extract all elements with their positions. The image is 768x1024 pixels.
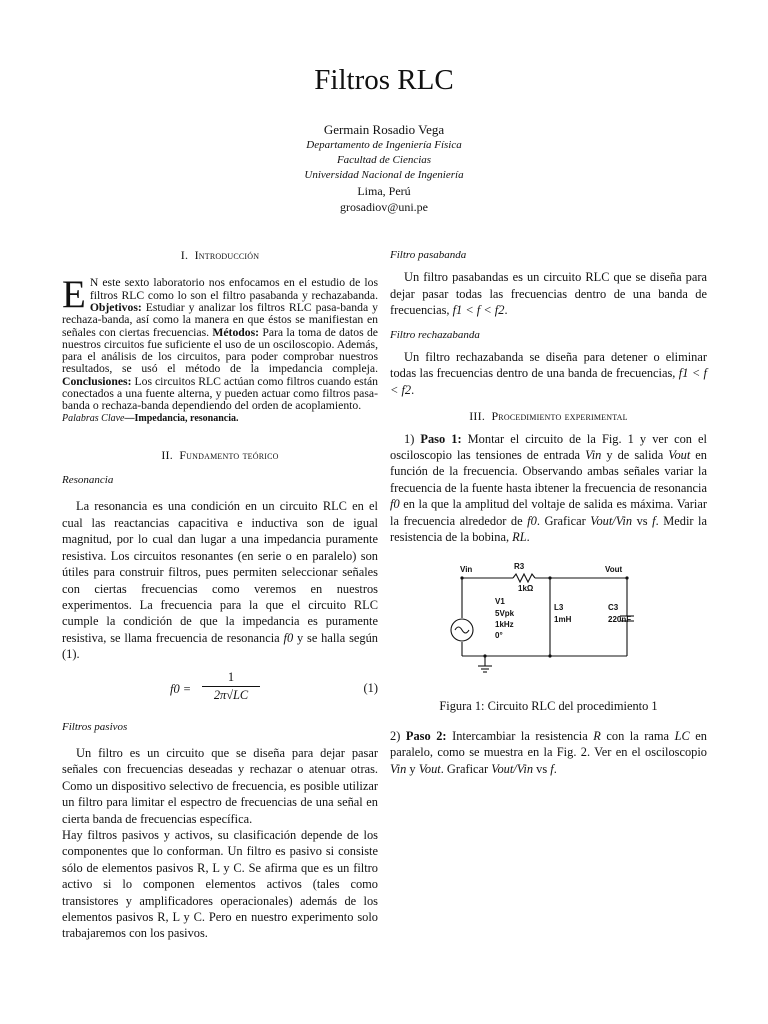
paragraph-resonancia: La resonancia es una condición en un circuito RLC en el cual las reactancias capacitiva e inductiva son de igual magnitud, por lo cual dan lugar a una impedancia puramente resistiva. Los circuitos resonantes (en serie o en paralelo) son útiles para construir filtros, pues permiten seleccionar señales con ciertas frecuencias como veremos en nuestros experimentos. La frecuencia para la que el circuito RLC cumple la condición de que la impedancia es puramente resistiva, se llama frecuencia de resonancia f0 y se halla según (1).	[62, 499, 378, 662]
top-junction-node	[548, 576, 551, 579]
drop-cap: E	[62, 273, 86, 317]
author-name: Germain Rosadio Vega	[323, 122, 445, 137]
affiliation-location: Lima, Perú	[357, 184, 411, 198]
label-l3-value: 1mH	[554, 614, 572, 624]
label-c3: C3	[608, 602, 619, 612]
subheading-pasabanda: Filtro pasabanda	[390, 249, 467, 261]
vin-node	[460, 576, 463, 579]
ground-node	[483, 654, 486, 657]
paragraph-paso2: 2) Paso 2: Intercambiar la resistencia R con la rama LC en paralelo, como se muestra en la Fig. 2. Ver en el osciloscopio Vin y Vout. Graficar Vout/Vin vs f.	[390, 728, 708, 776]
subheading-resonancia: Resonancia	[62, 474, 114, 487]
paragraph-rechazabanda: Un filtro rechazabanda se diseña para detener o eliminar todas las frecuencias dentro de una banda de frecuencias, f1 < f < f2.	[390, 350, 708, 397]
section-heading-fundamento: II. Fundamento teórico	[161, 447, 279, 462]
label-vin: Vin	[460, 564, 473, 574]
label-v1: V1	[495, 596, 505, 606]
paragraph-pasabanda: Un filtro pasabandas es un circuito RLC que se diseña para dejar pasar todas las frecuencias dentro de una banda de frecuencias, f1 < f < f2.	[390, 270, 707, 318]
section-heading-procedimiento: III. Procedimiento experimental	[469, 409, 628, 424]
label-vout: Vout	[605, 564, 623, 574]
rlc-circuit-diagram	[390, 560, 707, 688]
paragraph-pasivos-2: Hay filtros pasivos y activos, su clasificación depende de los componentes que lo conforman. Un filtro es pasivo si consiste sólo de elementos pasivos R, L y C. Se afirma que es un filtro activo si lo componen elementos activos (tales como transistores y amplificadores operacionales) además de los elementos pasivos R, L y C. Pero en nuestro experimento solo trabajaremos con los pasivos.	[62, 827, 378, 941]
label-v1-phase: 0°	[495, 630, 503, 640]
equation-resonance: f0 = $\frac{1}{2\pi√LC}$ (1)	[170, 669, 378, 702]
label-v1-frequency: 1kHz	[495, 619, 514, 629]
label-r3: R3	[514, 561, 525, 571]
subheading-rechazabanda: Filtro rechazabanda	[390, 328, 480, 341]
label-l3: L3	[554, 602, 564, 612]
figure-1-caption: Figura 1: Circuito RLC del procedimiento 1	[439, 698, 658, 713]
vout-node	[625, 576, 628, 579]
equation-number: (1)	[363, 680, 378, 695]
section-heading-intro: I. Introducción	[180, 248, 260, 262]
label-c3-value: 220nF	[608, 614, 632, 624]
subheading-pasivos: Filtros pasivos	[62, 720, 128, 733]
bottom-junction-node	[548, 654, 551, 657]
label-v1-amplitude: 5Vpk	[495, 608, 515, 618]
paper-title: Filtros RLC	[314, 64, 454, 96]
paragraph-paso1: 1) Paso 1: Montar el circuito de la Fig. 1 y ver con el osciloscopio las tensiones de entrada Vin y de salida Vout en función de la frecuencia. Observando ambas señales variar la frecuencia de la fuente hasta ibtener la frecuencia de resonancia f0 en la que la amplitud del voltaje de salida es máxima. Variar la frecuencia alrededor de f0. Graficar Vout/Vin vs f. Medir la resistencia de la bobina, RL.	[390, 431, 707, 545]
affiliation-university: Universidad Nacional de Ingeniería	[304, 169, 464, 181]
paragraph-pasivos-1: Un filtro es un circuito que se diseña para dejar pasar señales con frecuencias deseadas y rechazar o atenuar otras. Como un dispositivo selectivo de frecuencia, es posible utilizar un filtro para limitar el espectro de frecuencias de una señal en cierta banda de frecuencias específica.	[62, 745, 378, 826]
affiliation-faculty: Facultad de Ciencias	[336, 154, 432, 166]
figure-1-circuit	[390, 560, 707, 688]
right-column	[390, 247, 707, 777]
keywords: Palabras Clave—Impedancia, resonancia.	[62, 412, 239, 424]
abstract: E N este sexto laboratorio nos enfocamos en el estudio de los filtros RLC como lo son el filtro pasabanda y rechazabanda. Objetivos: Estudiar y analizar los filtros RLC pasa-banda y rechaza-banda, así como la manera en que éstos se manifiestan en señales con ciertas frecuencias. Métodos: Para la toma de datos de nuestros circuitos fue suficiente el uso de un osciloscopio. Además, para el análisis de los circuitos, para poder comprobar nuestros resultados, se usó el método de la impedancia compleja. Conclusiones: Los circuitos RLC actúan como filtros cuando están conectados a una fuente alterna, y pueden actuar como filtros pasa-banda o rechaza-banda dependiendo del orden de acoplamiento.	[62, 273, 378, 413]
author-email[interactable]: grosadiov@uni.pe	[339, 200, 429, 214]
left-column	[62, 247, 378, 942]
label-r3-value: 1kΩ	[518, 583, 534, 593]
affiliation-dept: Departamento de Ingeniería Física	[306, 139, 462, 151]
